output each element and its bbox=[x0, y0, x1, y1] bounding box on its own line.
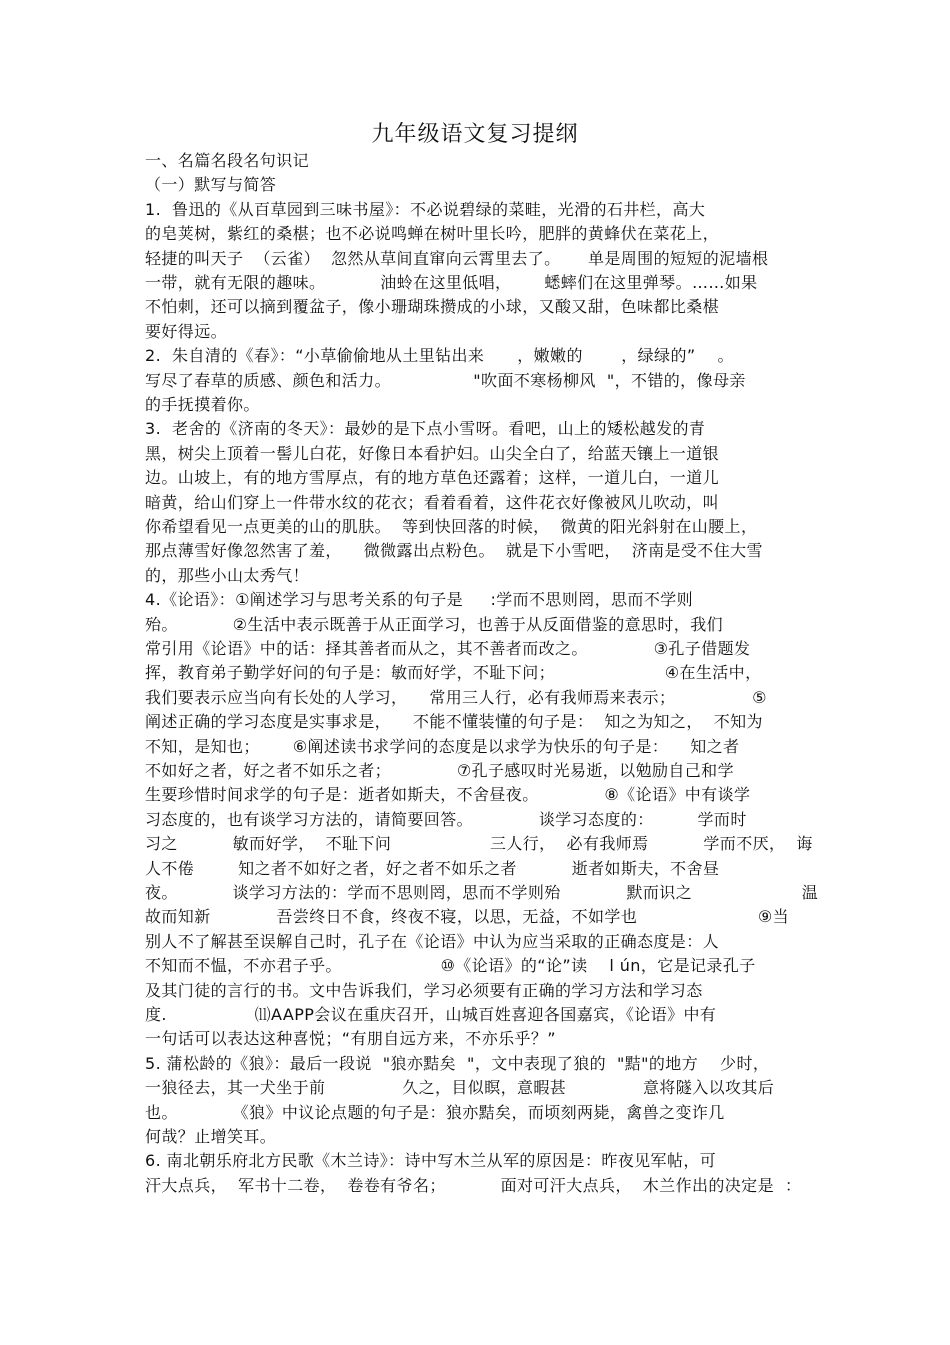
text-line: 也。 《狼》中议论点题的句子是：狼亦黠矣，而顷刻两毙，禽兽之变诈几 bbox=[145, 1102, 725, 1122]
text-line: 不怕刺，还可以摘到覆盆子，像小珊瑚珠攒成的小球，又酸又甜，色味都比桑椹 bbox=[145, 297, 720, 317]
text-line: 故而知新 吾尝终日不食，终夜不寝，以思，无益，不如学也 ⑨当 bbox=[145, 907, 790, 927]
text-line: 生要珍惜时间求学的句子是：逝者如斯夫，不舍昼夜。 ⑧《论语》中有谈学 bbox=[145, 785, 751, 805]
text-line: 汗大点兵， 军书十二卷， 卷卷有爷名； 面对可汗大点兵， 木兰作出的决定是 ： bbox=[145, 1175, 802, 1195]
text-line: 的皂荚树，紫红的桑椹；也不必说鸣蝉在树叶里长吟，肥胖的黄蜂伏在菜花上， bbox=[145, 224, 720, 244]
text-line: 那点薄雪好像忽然害了羞， 微微露出点粉色。 就是下小雪吧， 济南是受不住大雪 bbox=[145, 541, 763, 561]
text-line: 边。山坡上，有的地方雪厚点，有的地方草色还露着；这样，一道儿白，一道儿 bbox=[145, 468, 720, 488]
text-line: 不知而不愠，不亦君子乎。 ⑩《论语》的“论”读 l ún，它是记录孔子 bbox=[145, 956, 756, 976]
text-line: 暗黄，给山们穿上一件带水纹的花衣；看着看着，这件花衣好像被风儿吹动，叫 bbox=[145, 492, 720, 512]
text-line: 不如好之者，好之者不如乐之者； ⑦孔子感叹时光易逝，以勉励自己和学 bbox=[145, 761, 734, 780]
text-line: 黑，树尖上顶着一髻儿白花，好像日本看护妇。山尖全白了，给蓝天镶上一道银 bbox=[145, 443, 720, 463]
text-line: 殆。 ②生活中表示既善于从正面学习，也善于从反面借鉴的意思时，我们 bbox=[145, 614, 724, 634]
text-line: 习之 敏而好学， 不耻下问 三人行， 必有我师焉 学而不厌， 诲 bbox=[145, 834, 813, 854]
text-line: 4.《论语》：①阐述学习与思考关系的句子是 :学而不思则罔，思而不学则 bbox=[145, 590, 694, 610]
text-line: 3. 老舍的《济南的冬天》：最妙的是下点小雪呀。看吧，山上的矮松越发的青 bbox=[145, 419, 706, 439]
text-line: 你希望看见一点更美的山的肌肤。 等到快回落的时候， 微黄的阳光斜射在山腰上， bbox=[145, 517, 758, 536]
text-line: 度. ⑾AAPP会议在重庆召开，山城百姓喜迎各国嘉宾，《论语》中有 bbox=[145, 1005, 717, 1024]
text-line: 轻捷的叫天子 （云雀） 忽然从草间直窜向云霄里去了。 单是周围的短短的泥墙根 bbox=[145, 248, 769, 268]
text-line: 夜。 谈学习方法的：学而不思则罔，思而不学则殆 默而识之 温 bbox=[145, 883, 819, 902]
text-line: 2. 朱自清的《春》：“小草偷偷地从土里钻出来 ，嫩嫩的 ，绿绿的” 。 bbox=[145, 346, 734, 366]
text-line: （一）默写与简答 bbox=[145, 175, 277, 195]
text-line: 何哉？止增笑耳。 bbox=[145, 1127, 277, 1146]
text-line: 挥，教育弟子勤学好问的句子是：敏而好学，不耻下问； ④在生活中， bbox=[145, 663, 762, 683]
text-line: 一、名篇名段名句识记 bbox=[145, 151, 310, 170]
text-line: 5. 蒲松龄的《狼》：最后一段说 "狼亦黠矣 "，文中表现了狼的 "黠"的地方 少时， bbox=[145, 1053, 770, 1073]
text-line: 不知，是知也； ⑥阐述读书求学问的态度是以求学为快乐的句子是： 知之者 bbox=[145, 736, 740, 756]
text-line: 一狼径去，其一犬坐于前 久之，目似瞑，意暇甚 意将隧入以攻其后 bbox=[145, 1078, 775, 1098]
text-line: 我们要表示应当向有长处的人学习， 常用三人行，必有我师焉来表示； ⑤ bbox=[145, 687, 767, 707]
text-line: 及其门徒的言行的书。文中告诉我们，学习必须要有正确的学习方法和学习态 bbox=[145, 980, 703, 1000]
text-line: 一句话可以表达这种喜悦；“有朋自远方来，不亦乐乎？” bbox=[145, 1029, 556, 1049]
text-line: 6. 南北朝乐府北方民歌《木兰诗》：诗中写木兰从军的原因是：昨夜见军帖，可 bbox=[145, 1151, 717, 1171]
text-line: 常引用《论语》中的话：择其善者而从之，其不善者而改之。 ③孔子借题发 bbox=[145, 639, 751, 658]
text-line: 一带，就有无限的趣味。 油蛉在这里低唱， 蟋蟀们在这里弹琴。……如果 bbox=[145, 273, 758, 292]
text-line: 1. 鲁迅的《从百草园到三味书屋》：不必说碧绿的菜畦，光滑的石井栏，高大 bbox=[145, 199, 706, 219]
text-line: 阐述正确的学习态度是实事求是， 不能不懂装懂的句子是： 知之为知之， 不知为 bbox=[145, 712, 763, 732]
text-line: 习态度的，也有谈学习方法的，请简要回答。 谈学习态度的： 学而时 bbox=[145, 809, 747, 829]
text-line: 要好得远。 bbox=[145, 321, 228, 341]
text-line: 人不倦 知之者不如好之者，好之者不如乐之者 逝者如斯夫，不舍昼 bbox=[145, 858, 720, 878]
text-line: 的手抚摸着你。 bbox=[145, 395, 260, 414]
document-title: 九年级语文复习提纲 bbox=[371, 122, 579, 147]
text-line: 的，那些小山太秀气！ bbox=[145, 565, 310, 585]
text-line: 写尽了春草的质感、颜色和活力。 "吹面不寒杨柳风 "，不错的，像母亲 bbox=[145, 370, 746, 390]
text-line: 别人不了解甚至误解自己时，孔子在《论语》中认为应当采取的正确态度是：人 bbox=[145, 931, 720, 951]
